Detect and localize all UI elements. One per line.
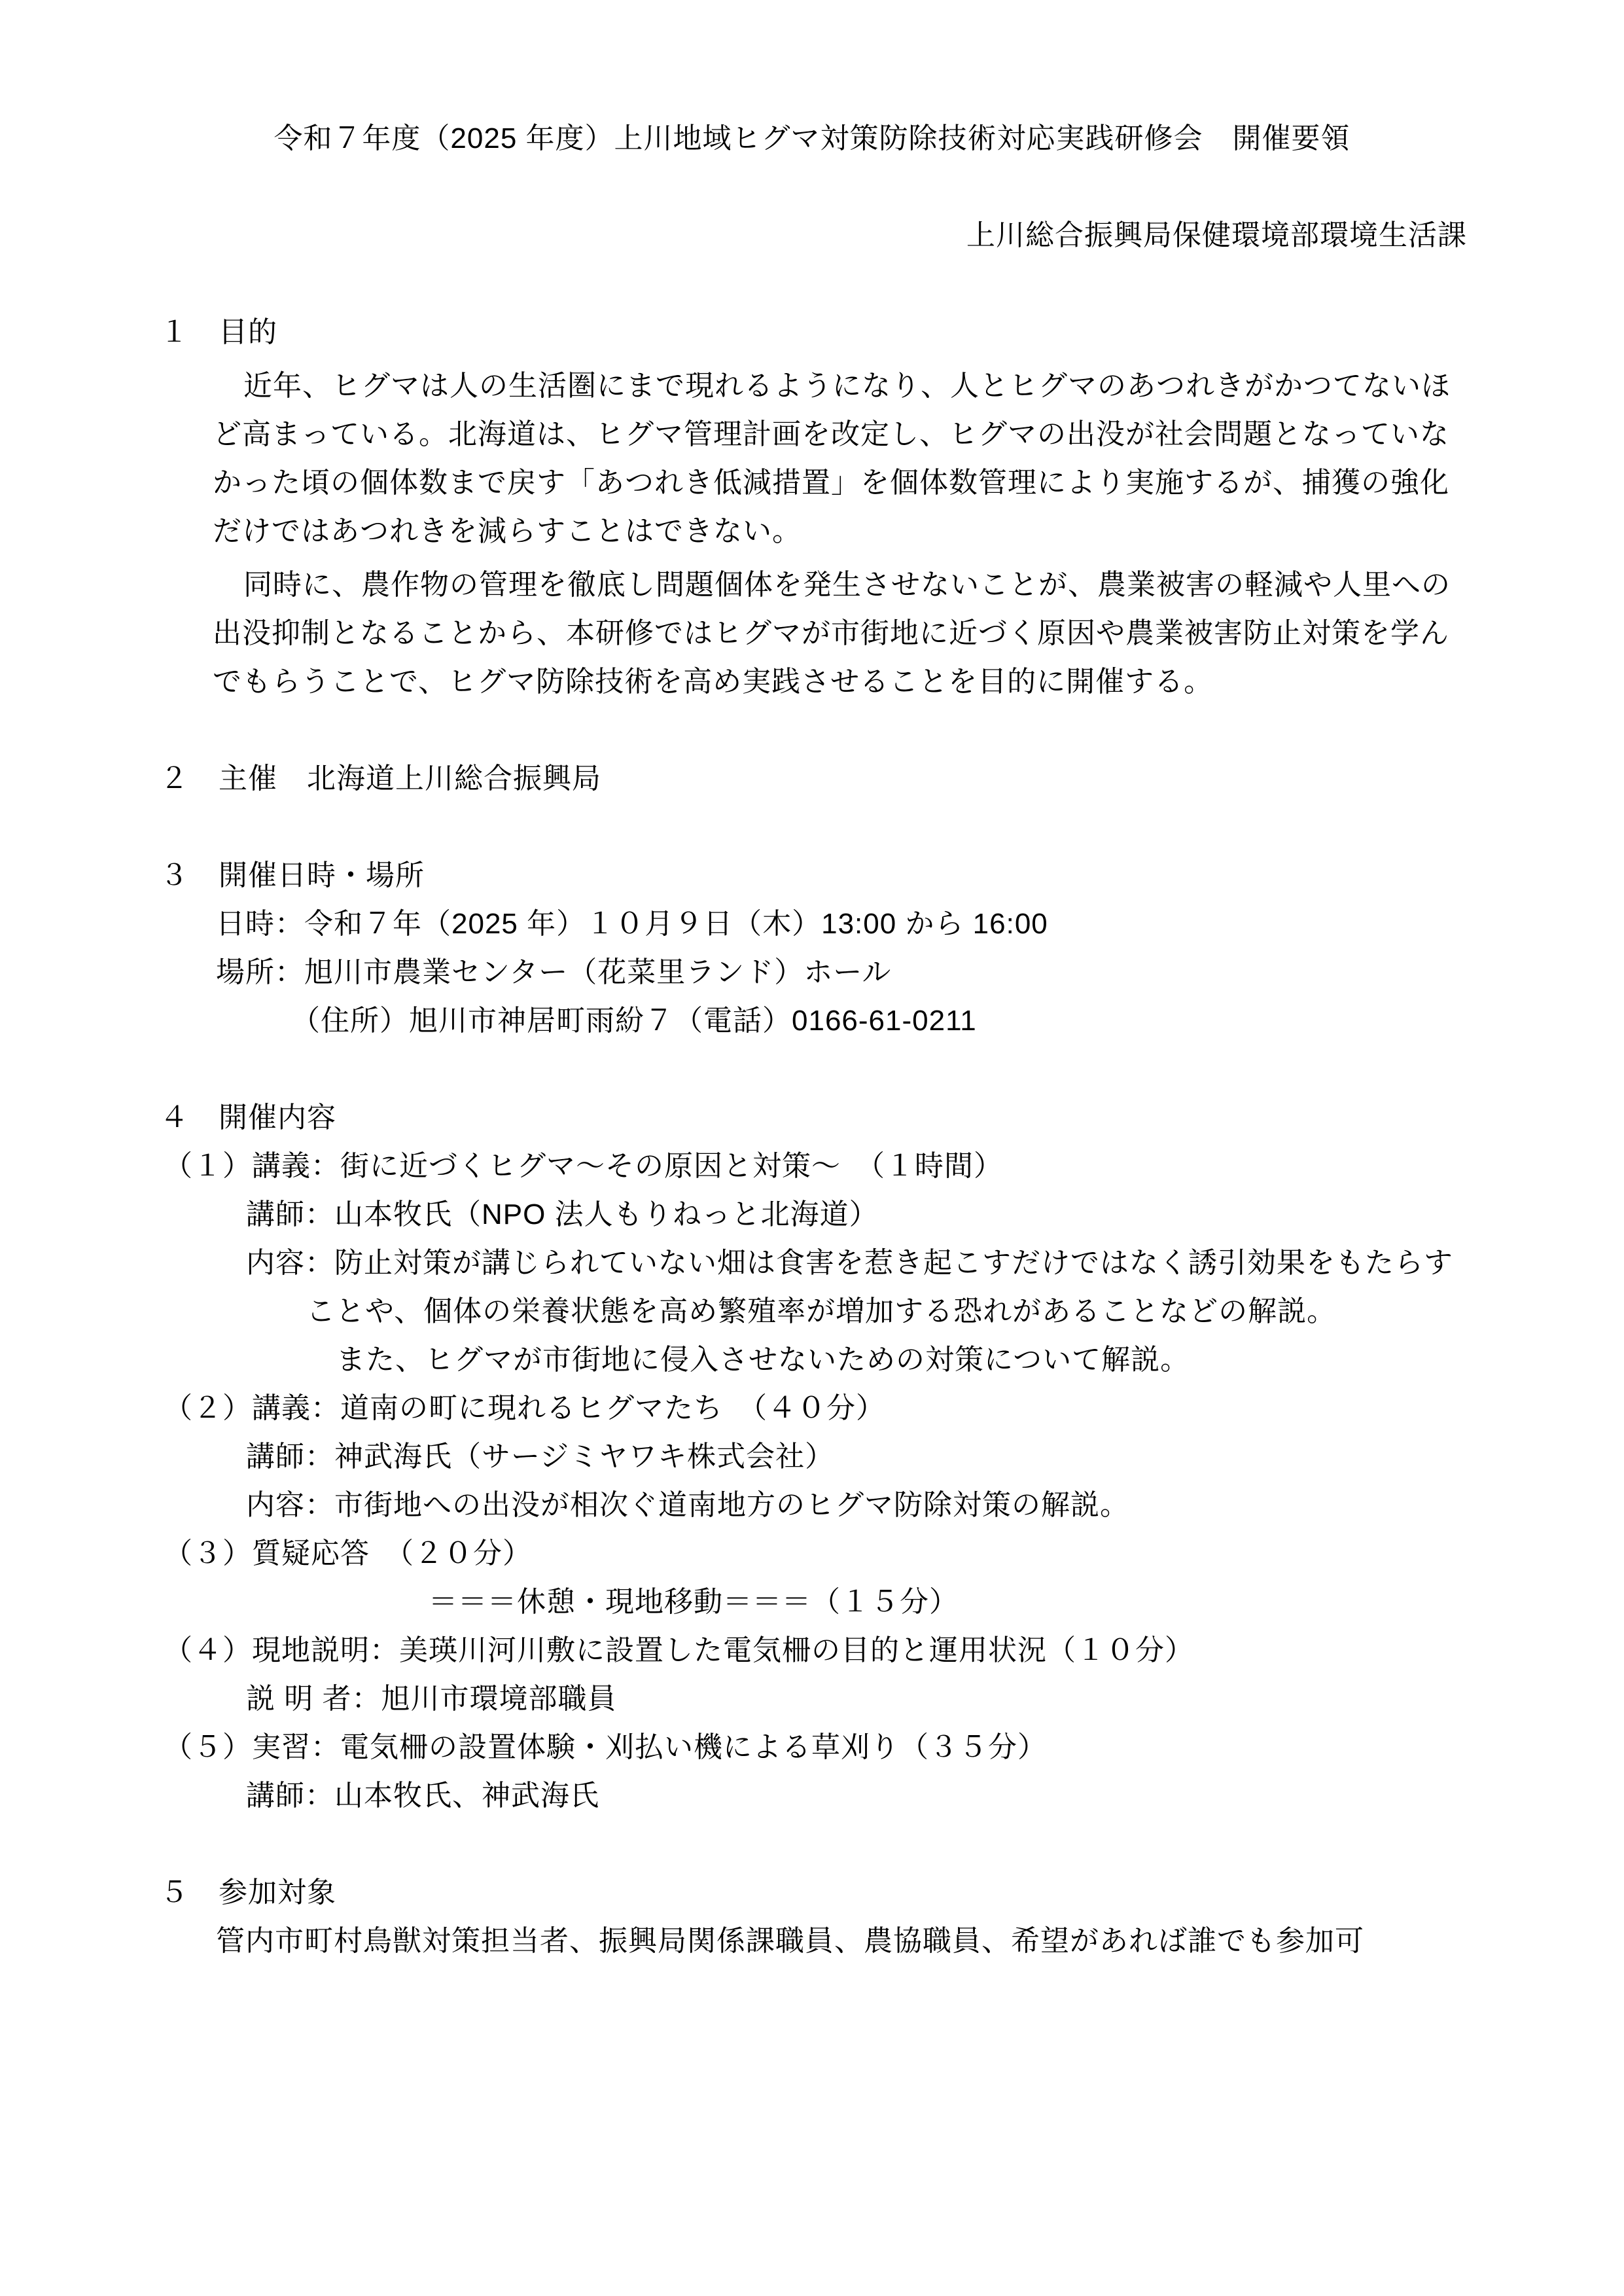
program-item-1-detail-2: ことや、個体の栄養状態を高め繁殖率が増加する恐れがあることなどの解説。: [306, 1295, 1337, 1327]
section-5-heading: ５ 参加対象: [160, 1876, 336, 1909]
blank-line: [0, 803, 1624, 852]
address-line: （住所）旭川市神居町雨紛７（電話）0166-61-0211: [291, 1005, 977, 1037]
program-item-2-lecturer: 講師：神武海氏（サージミヤワキ株式会社）: [246, 1441, 835, 1473]
program-item-4: （４）現地説明：美瑛川河川敷に設置した電気柵の目的と運用状況（１０分）: [164, 1634, 1194, 1666]
datetime-line: 日時：令和７年（2025 年）１０月９日（木）13:00 から 16:00: [216, 908, 1048, 940]
program-item-1-detail-1: 内容：防止対策が講じられていない畑は食害を惹き起こすだけではなく誘引効果をもたらす: [246, 1247, 1453, 1279]
purpose-paragraph-1-line-4: だけではあつれきを減らすことはできない。: [213, 515, 802, 547]
break-move-line: ＝＝＝休憩・現地移動＝＝＝（１５分）: [429, 1586, 959, 1618]
participants-line: 管内市町村鳥獣対策担当者、振興局関係課職員、農協職員、希望があれば誰でも参加可: [216, 1925, 1364, 1957]
program-item-3: （３）質疑応答 （２０分）: [164, 1537, 532, 1570]
blank-line: [0, 260, 1624, 308]
document-title: 令和７年度（2025 年度）上川地域ヒグマ対策防除技術対応実践研修会 開催要領: [274, 122, 1350, 154]
purpose-paragraph-1-line-1: 近年、ヒグマは人の生活圏にまで現れるようになり、人とヒグマのあつれきがかつてないほ: [243, 370, 1451, 402]
purpose-paragraph-1-line-2: ど高まっている。北海道は、ヒグマ管理計画を改定し、ヒグマの出没が社会問題となっていな: [213, 418, 1449, 450]
blank-line: [0, 1045, 1624, 1094]
purpose-paragraph-1-line-3: かった頃の個体数まで戻す「あつれき低減措置」を個体数管理により実施するが、捕獲の強化: [213, 467, 1449, 499]
document-body: [0, 115, 1624, 1965]
section-4-heading: ４ 開催内容: [160, 1102, 336, 1134]
purpose-paragraph-2-line-3: でもらうことで、ヒグマ防除技術を高め実践させることを目的に開催する。: [213, 666, 1214, 698]
section-3-heading: ３ 開催日時・場所: [160, 859, 425, 891]
organization-name: 上川総合振興局保健環境部環境生活課: [966, 219, 1467, 251]
venue-line: 場所：旭川市農業センター（花菜里ランド）ホール: [216, 956, 892, 988]
blank-line: [0, 1820, 1624, 1869]
program-item-5-lecturer: 講師：山本牧氏、神武海氏: [246, 1780, 599, 1812]
program-item-1-lecturer: 講師：山本牧氏（NPO 法人もりねっと北海道）: [246, 1198, 879, 1230]
section-2-heading: ２ 主催 北海道上川総合振興局: [160, 762, 601, 795]
program-item-5: （５）実習：電気柵の設置体験・刈払い機による草刈り（３５分）: [164, 1731, 1047, 1763]
program-item-2-detail: 内容：市街地への出没が相次ぐ道南地方のヒグマ防除対策の解説。: [246, 1489, 1129, 1521]
program-item-2: （２）講義：道南の町に現れるヒグマたち （４０分）: [164, 1392, 885, 1424]
purpose-paragraph-2-line-1: 同時に、農作物の管理を徹底し問題個体を発生させないことが、農業被害の軽減や人里への: [243, 569, 1451, 601]
blank-line: [0, 706, 1624, 755]
purpose-paragraph-2-line-2: 出没抑制となることから、本研修ではヒグマが市街地に近づく原因や農業被害防止対策を学ん: [213, 617, 1449, 649]
program-item-1-detail-3: また、ヒグマが市街地に侵入させないための対策について解説。: [336, 1344, 1190, 1376]
blank-line: [0, 163, 1624, 211]
program-item-4-presenter: 説 明 者：旭川市環境部職員: [246, 1683, 617, 1715]
program-item-1: （１）講義：街に近づくヒグマ～その原因と対策～ （１時間）: [164, 1150, 1003, 1182]
section-1-heading: １ 目的: [160, 316, 277, 348]
